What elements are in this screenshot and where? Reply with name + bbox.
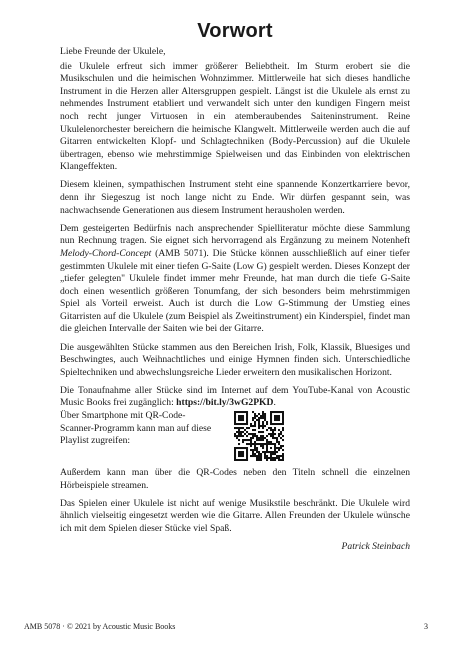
qr-section — [60, 410, 410, 461]
paragraph-4: Die ausgewählten Stücke stammen aus den Bereichen Irish, Folk, Klassik, Bluesiges und Beschwingtes, auch Weihnachtliches und einige Hymnen finden sich. Unterschiedliche Spieltechniken und abwechslungsreiche Lieder erweitern den musikalischen Horizont. — [60, 341, 410, 378]
paragraph-3-start: Dem gesteigerten Bedürfnis nach ansprechender Spielliteratur möchte diese Sammlung nun Rechnung tragen. Sie eignet sich hervorragend als Ergänzung zu meinem Notenheft — [60, 222, 410, 247]
paragraph-7: Das Spielen einer Ukulele ist nicht auf wenige Musikstile beschränkt. Die Ukulele wird ähnlich vielseitig eingesetzt werden wie die Gitarre. Allen Freunden der Ukulele wünsche ich mit dem Spielen dieser Stücke viel Spaß. — [60, 497, 410, 534]
playlist-link[interactable]: https://bit.ly/3wG2PKD — [176, 397, 274, 409]
paragraph-3 — [60, 223, 410, 336]
page-number: 3 — [424, 622, 428, 631]
page-title: Vorwort — [197, 20, 273, 42]
footer — [24, 622, 428, 631]
paragraph-1: die Ukulele erfreut sich immer größerer Beliebtheit. Im Sturm erobert sie die Musikschulen und die heimischen Wohnzimmer. Mittlerweile hat sich dieses handliche Instrument in die Herzen aller Altersgruppen gespielt. Längst ist die Ukulele als ernst zu nehmendes Instrument etabliert und verwandelt sich unter den kundigen Fingern meist noch recht junger Virtuosen in ein atemberaubendes Saiteninstrument. Reine Ukulelenorchester bereichern die heimische Klangwelt. Mittlerweile werden auch die auf Gitarren entwickelten Klopf- und Schlagtechniken (Body-Percussion) auf die Ukulele übertragen, ebenso wie mehrstimmige Spielweisen und das Einbinden von elektrischen Klangeffekten. — [60, 60, 410, 173]
paragraph-5-text: Die Tonaufnahme aller Stücke sind im Internet auf dem YouTube-Kanal von Acoustic Music Books frei zugänglich: — [60, 384, 410, 409]
footer-copyright: AMB 5078 · © 2021 by Acoustic Music Books — [24, 622, 176, 631]
paragraph-2: Diesem kleinen, sympathischen Instrument steht eine spannende Konzertkarriere bevor, denn ihr Siegeszug ist noch lange nicht zu Ende. Wir dürfen gespannt sein, was nachwachsende Generationen aus diesem Instrument herausholen werden. — [60, 179, 410, 216]
book-title-italic: Melody-Chord-Concept — [60, 247, 152, 259]
salutation: Liebe Freunde der Ukulele, — [60, 46, 166, 57]
paragraph-6: Außerdem kann man über die QR-Codes neben den Titeln schnell die einzelnen Hörbeispiele streamen. — [60, 467, 410, 491]
paragraph-5 — [60, 385, 410, 410]
paragraph-5-period: . — [273, 397, 276, 409]
qr-code-icon[interactable] — [234, 411, 284, 461]
qr-instruction: Über Smartphone mit QR-Code-Scanner-Programm kann man auf diese Playlist zugreifen: — [60, 410, 212, 447]
paragraph-3-end: (AMB 5071). Die Stücke können ausschließlich auf einer tiefer gestimmten Ukulele mit einer tiefen G-Saite (Low G) gespielt werden. Dieses Konzept der „tiefer gelegten" Ukulele findet immer mehr Freunde, hat man durch die tiefe G-Saite doch einen wesentlich größeren Tonumfang, der sich besonders beim mehrstimmigen Spiel als Vorteil erweist. Auch ist durch die Low G-Stimmung der Umstieg eines Gitarristen auf die Ukulele (zum Beispiel als Zweitinstrument) ein Kinderspiel, findet man die gleichen Intervalle der Saiten wie bei der Gitarre. — [60, 247, 410, 335]
body-text — [60, 46, 410, 554]
signature: Patrick Steinbach — [341, 541, 410, 552]
